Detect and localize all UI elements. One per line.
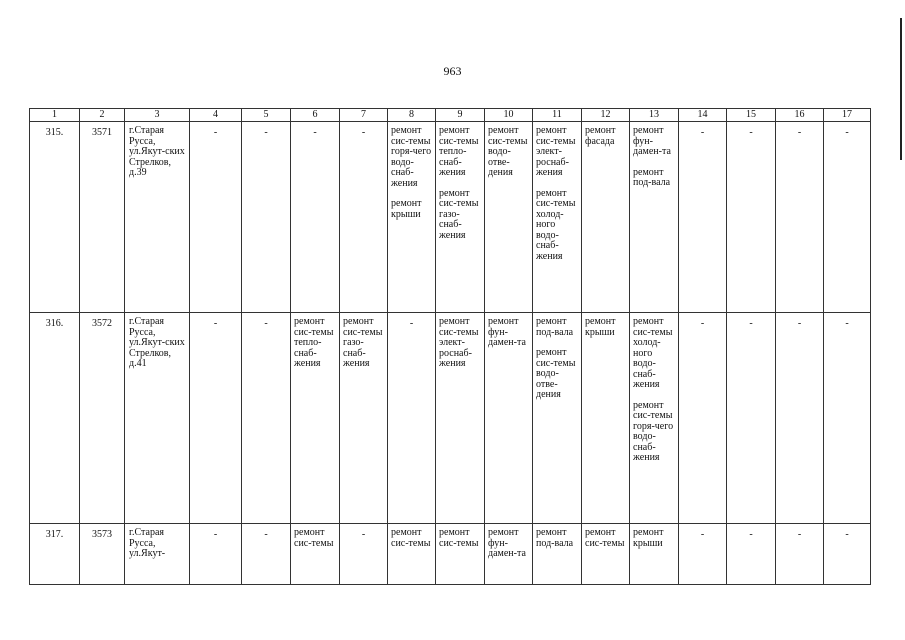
work-cell-col-13: [630, 122, 679, 313]
work-cell-col-9: [436, 122, 485, 313]
work-cell-col-14: [679, 122, 727, 313]
house-address: [125, 122, 190, 313]
table-body: [30, 122, 871, 585]
house-address-text: г.Старая Русса, ул.Якут-ских Стрелков, д.41: [129, 316, 185, 369]
work-cell-col-8: [388, 524, 436, 585]
work-cell-col-15: [727, 524, 776, 585]
repair-work-item: ремонт крыши: [391, 198, 422, 220]
work-cell-col-4: [190, 122, 242, 313]
empty-mark: -: [845, 127, 849, 138]
page-number: 963: [443, 64, 462, 78]
column-header-7: 7: [340, 109, 388, 122]
empty-mark: -: [749, 529, 753, 540]
work-cell-col-6: [291, 313, 340, 524]
column-header-3: 3: [125, 109, 190, 122]
repair-work-item: ремонт сис-темы горя-чего водо-снаб-жения: [633, 399, 674, 463]
column-header-17: 17: [824, 109, 871, 122]
empty-mark: -: [797, 318, 802, 329]
house-address-text: г.Старая Русса, ул.Якут-: [129, 527, 166, 559]
work-cell-col-16: [776, 122, 824, 313]
work-cell-col-9: [436, 313, 485, 524]
repair-work-item: ремонт сис-темы горя-чего водо-снаб-жения: [391, 125, 432, 189]
repair-work-item: ремонт сис-темы тепло-снаб-жения: [294, 316, 334, 369]
empty-mark: -: [700, 318, 705, 329]
house-id: [80, 122, 125, 313]
work-cell-col-12: [582, 524, 630, 585]
row-number: [30, 122, 80, 313]
column-header-15: 15: [727, 109, 776, 122]
work-cell-col-12: [582, 313, 630, 524]
house-id-text: 3573: [92, 529, 112, 540]
work-cell-col-6: [291, 524, 340, 585]
column-header-14: 14: [679, 109, 727, 122]
work-cell-col-11: [533, 313, 582, 524]
work-cell-col-5: [242, 524, 291, 585]
house-id-text: 3571: [92, 127, 112, 138]
repair-work-item: ремонт сис-темы: [294, 527, 334, 549]
work-cell-col-16: [776, 313, 824, 524]
empty-mark: -: [845, 318, 849, 329]
margin-line: [900, 18, 902, 160]
column-header-16: 16: [776, 109, 824, 122]
empty-mark: -: [264, 529, 268, 540]
repair-schedule-table: [29, 108, 871, 585]
house-address: [125, 524, 190, 585]
work-cell-col-8: [388, 122, 436, 313]
repair-work-item: ремонт сис-темы элект-роснаб-жения: [439, 316, 479, 369]
empty-mark: -: [313, 127, 317, 138]
column-header-12: 12: [582, 109, 630, 122]
work-cell-col-10: [485, 122, 533, 313]
table-row: [30, 524, 871, 585]
empty-mark: -: [749, 127, 753, 138]
work-cell-col-10: [485, 313, 533, 524]
work-cell-col-5: [242, 313, 291, 524]
row-number-text: 315.: [45, 127, 64, 138]
work-cell-col-14: [679, 313, 727, 524]
work-cell-col-4: [190, 524, 242, 585]
column-header-6: 6: [291, 109, 340, 122]
empty-mark: -: [213, 529, 218, 540]
work-cell-col-7: [340, 313, 388, 524]
empty-mark: -: [213, 127, 218, 138]
column-header-4: 4: [190, 109, 242, 122]
empty-mark: -: [409, 318, 414, 329]
work-cell-col-17: [824, 524, 871, 585]
house-id: [80, 313, 125, 524]
repair-work-item: ремонт фасада: [585, 125, 616, 147]
repair-work-item: ремонт сис-темы холод-ного водо-снаб-жения: [536, 187, 576, 262]
repair-work-item: ремонт фун-дамен-та: [488, 527, 526, 559]
empty-mark: -: [361, 529, 366, 540]
repair-work-item: ремонт сис-темы газо-снаб-жения: [343, 316, 383, 369]
row-number: [30, 524, 80, 585]
repair-work-item: ремонт под-вала: [536, 316, 574, 338]
work-cell-col-16: [776, 524, 824, 585]
empty-mark: -: [845, 529, 849, 540]
work-cell-col-15: [727, 313, 776, 524]
column-header-5: 5: [242, 109, 291, 122]
column-header-11: 11: [533, 109, 582, 122]
empty-mark: -: [797, 127, 802, 138]
column-header-10: 10: [485, 109, 533, 122]
house-id-text: 3572: [92, 318, 112, 329]
repair-work-item: ремонт сис-темы водо-отве-дения: [488, 125, 528, 178]
repair-work-item: ремонт сис-темы тепло-снаб-жения: [439, 125, 479, 178]
work-cell-col-13: [630, 524, 679, 585]
repair-work-item: ремонт сис-темы: [439, 527, 479, 549]
work-cell-col-12: [582, 122, 630, 313]
work-cell-col-7: [340, 524, 388, 585]
work-cell-col-17: [824, 122, 871, 313]
empty-mark: -: [749, 318, 753, 329]
work-cell-col-8: [388, 313, 436, 524]
work-cell-col-5: [242, 122, 291, 313]
work-cell-col-11: [533, 122, 582, 313]
row-number-text: 316.: [45, 318, 64, 329]
empty-mark: -: [700, 529, 705, 540]
repair-work-item: ремонт сис-темы: [585, 527, 625, 549]
work-cell-col-7: [340, 122, 388, 313]
work-cell-col-4: [190, 313, 242, 524]
work-cell-col-15: [727, 122, 776, 313]
column-header-1: 1: [30, 109, 80, 122]
work-cell-col-17: [824, 313, 871, 524]
column-header-8: 8: [388, 109, 436, 122]
work-cell-col-13: [630, 313, 679, 524]
house-address: [125, 313, 190, 524]
repair-work-item: ремонт под-вала: [536, 527, 574, 549]
table-row: [30, 313, 871, 524]
table-row: [30, 122, 871, 313]
repair-work-item: ремонт сис-темы элект-роснаб-жения: [536, 125, 576, 178]
row-number: [30, 313, 80, 524]
repair-work-item: ремонт фун-дамен-та: [488, 316, 526, 348]
row-number-text: 317.: [45, 529, 64, 540]
repair-work-item: ремонт под-вала: [633, 166, 671, 188]
work-cell-col-14: [679, 524, 727, 585]
empty-mark: -: [264, 127, 268, 138]
repair-work-item: ремонт сис-темы холод-ного водо-снаб-жения: [633, 316, 673, 390]
repair-work-item: ремонт сис-темы водо-отве-дения: [536, 347, 576, 400]
column-header-2: 2: [80, 109, 125, 122]
empty-mark: -: [797, 529, 802, 540]
repair-work-item: ремонт сис-темы газо-снаб-жения: [439, 187, 479, 241]
work-cell-col-6: [291, 122, 340, 313]
work-cell-col-10: [485, 524, 533, 585]
repair-work-item: ремонт фун-дамен-та: [633, 125, 671, 157]
house-address-text: г.Старая Русса, ул.Якут-ских Стрелков, д.39: [129, 125, 185, 178]
work-cell-col-9: [436, 524, 485, 585]
repair-work-item: ремонт крыши: [585, 316, 616, 338]
column-header-13: 13: [630, 109, 679, 122]
column-header-9: 9: [436, 109, 485, 122]
empty-mark: -: [264, 318, 268, 329]
empty-mark: -: [361, 127, 366, 138]
house-id: [80, 524, 125, 585]
repair-work-item: ремонт сис-темы: [391, 527, 431, 549]
work-cell-col-11: [533, 524, 582, 585]
repair-work-item: ремонт крыши: [633, 527, 664, 549]
header-row: [30, 109, 871, 122]
empty-mark: -: [700, 127, 705, 138]
empty-mark: -: [213, 318, 218, 329]
